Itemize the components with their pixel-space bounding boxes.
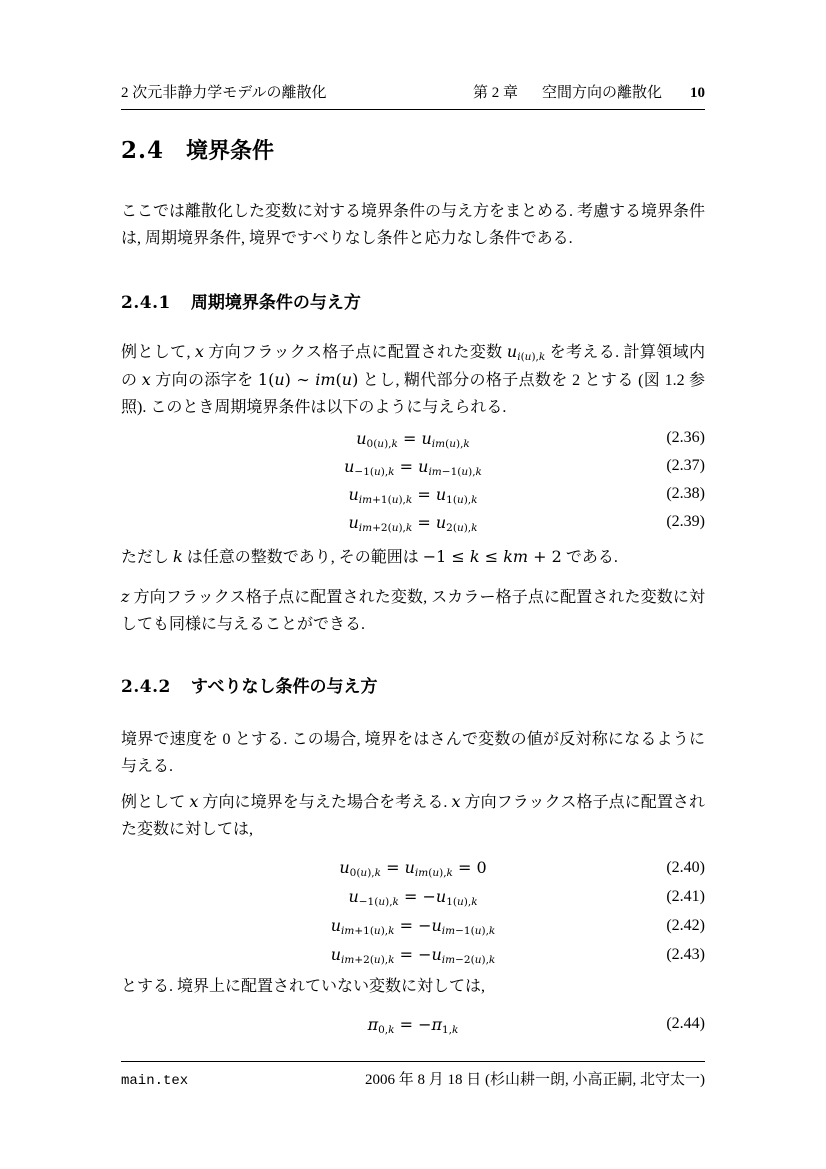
footer-filename: main.tex — [121, 1073, 189, 1089]
equation-number: (2.36) — [666, 429, 705, 446]
equation-row — [121, 1010, 705, 1038]
equation-number: (2.40) — [666, 858, 705, 876]
equation-group-periodic — [121, 424, 705, 536]
chapter-label: 第 2 章 — [472, 85, 518, 101]
equation-row — [121, 480, 705, 508]
equation-number: (2.39) — [666, 513, 705, 530]
inline-math: x — [194, 342, 204, 361]
equation-row — [121, 508, 705, 536]
subsection-heading-noslip — [121, 672, 705, 697]
equation-row — [121, 452, 705, 480]
equation-group-pi — [121, 1010, 705, 1038]
equation-math: $u_{-1(u),k} = -u_{1(u),k}$ — [348, 887, 478, 909]
equation-math: $\pi_{0,k} = -\pi_{1,k}$ — [367, 1014, 459, 1036]
paragraph-z-direction: z 方向フラックス格子点に配置された変数, スカラー格子点に配置された変数に対しても同様に与えることができる. — [121, 587, 705, 633]
equation-math: $u_{im+2(u),k} = -u_{im-2(u),k}$ — [330, 945, 496, 967]
section-title: 境界条件 — [186, 138, 275, 163]
inline-math: x — [451, 792, 461, 811]
equation-number: (2.41) — [666, 887, 705, 905]
inline-math: −1 ≤ k ≤ km + 2 — [422, 547, 562, 566]
equation-number: (2.42) — [666, 916, 705, 934]
section-heading — [121, 134, 705, 165]
equation-math: $u_{im+1(u),k} = u_{1(u),k}$ — [348, 484, 478, 506]
equation-row — [121, 424, 705, 452]
section-number: 2.4 — [121, 137, 165, 164]
equation-row — [121, 853, 705, 882]
paragraph-intro: ここでは離散化した変数に対する境界条件の与え方をまとめる. 考慮する境界条件は, 周期境界条件, 境界ですべりなし条件と応力なし条件である. — [121, 203, 706, 247]
equation-row — [121, 911, 705, 940]
equation-group-noslip — [121, 853, 705, 969]
equation-math: $u_{-1(u),k} = u_{im-1(u),k}$ — [344, 456, 482, 478]
inline-math: z — [121, 587, 130, 606]
running-head-left: 2 次元非静力学モデルの離散化 — [121, 85, 327, 101]
equation-number: (2.44) — [666, 1015, 705, 1032]
paragraph-periodic-example: 例として, x 方向フラックス格子点に配置された変数 $u_{i(u),k}$ を考える. 計算領域内の x 方向の添字を 1(u) ∼ im(u) とし, 糊代部分の格子点数を 2 とする (図 1.2 参照). このとき周期境界条件は以下のように与えられる. — [121, 342, 705, 416]
inline-math: x — [189, 792, 199, 811]
chapter-title: 空間方向の離散化 — [541, 85, 662, 101]
paragraph-non-boundary-vars: とする. 境界上に配置されていない変数に対しては, — [121, 978, 486, 995]
equation-row — [121, 940, 705, 969]
equation-math: $u_{0(u),k} = u_{im(u),k}$ — [356, 428, 470, 450]
paragraph-noslip-intro: 境界で速度を 0 とする. この場合, 境界をはさんで変数の値が反対称になるように与える. — [121, 731, 705, 775]
subsection-heading-periodic — [121, 288, 705, 313]
equation-math: $u_{im+1(u),k} = -u_{im-1(u),k}$ — [330, 916, 496, 938]
equation-number: (2.38) — [666, 485, 705, 502]
subsection-number: 2.4.1 — [121, 293, 171, 313]
paragraph-noslip-example: 例として x 方向に境界を与えた場合を考える. x 方向フラックス格子点に配置された変数に対しては, — [121, 792, 705, 838]
running-head-right — [473, 84, 705, 102]
inline-math: x — [141, 370, 151, 389]
page-number: 10 — [690, 85, 705, 101]
page-footer — [121, 1061, 705, 1089]
equation-number: (2.37) — [666, 457, 705, 474]
equation-number: (2.43) — [666, 945, 705, 963]
subsection-title: 周期境界条件の与え方 — [190, 293, 361, 312]
inline-math: $u_{i(u),k}$ — [506, 342, 546, 364]
equation-math: $u_{im+2(u),k} = u_{2(u),k}$ — [348, 512, 478, 534]
footer-date-authors: 2006 年 8 月 18 日 (杉山耕一朗, 小高正嗣, 北守太一) — [365, 1072, 705, 1088]
equation-math: $u_{0(u),k} = u_{im(u),k} = 0$ — [339, 858, 487, 880]
inline-math: 1(u) ∼ im(u) — [257, 370, 359, 389]
inline-math: k — [173, 547, 183, 566]
subsection-number: 2.4.2 — [121, 677, 171, 697]
subsection-title: すべりなし条件の与え方 — [190, 677, 378, 696]
equation-row — [121, 882, 705, 911]
paragraph-k-range: ただし k は任意の整数であり, その範囲は −1 ≤ k ≤ km + 2 である. — [121, 547, 618, 566]
page-header — [121, 84, 705, 110]
